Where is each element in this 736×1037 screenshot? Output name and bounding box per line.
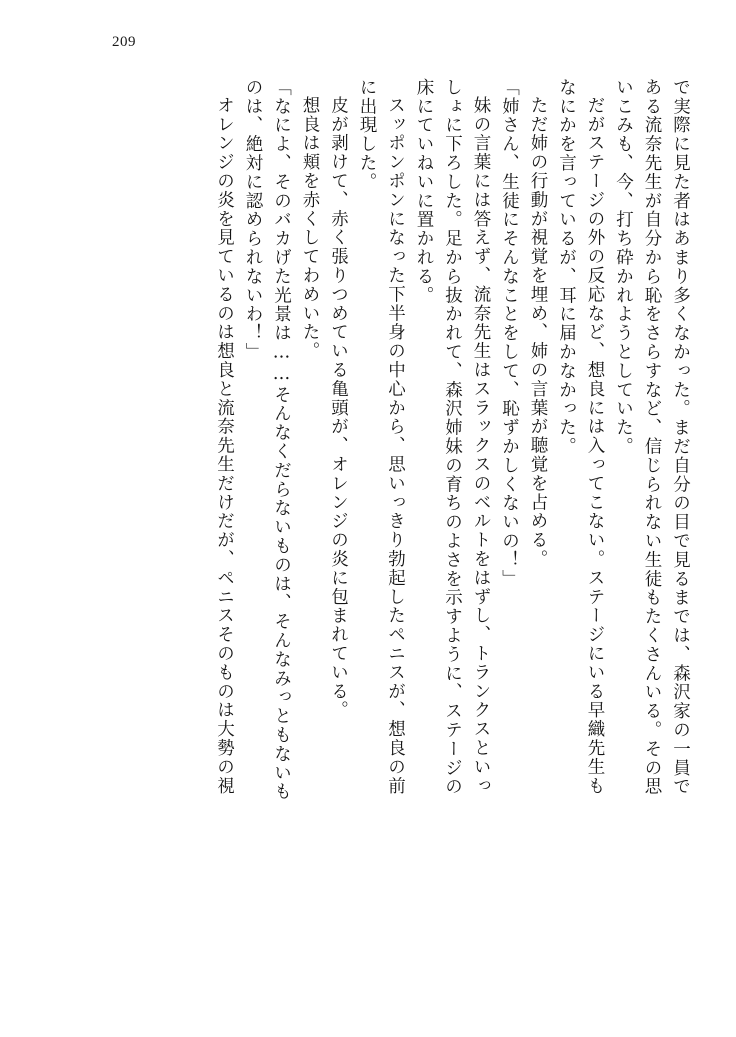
text-line: 「なによ、そのバカげた光景は……そんなくだらないものは、そんなみっともないも: [271, 78, 292, 802]
text-line: のは、絶対に認められないわ！」: [243, 78, 263, 362]
text-line: ただ姉の行動が視覚を埋め、姉の言葉が聴覚を占める。: [528, 96, 548, 569]
text-line: 「姉さん、生徒にそんなことをして、恥ずかしくないの！」: [499, 78, 520, 589]
text-line: ある流奈先生が自分から恥をさらすなど、信じられない生徒もたくさんいる。その思: [642, 78, 662, 797]
text-line: いこみも、今、打ち砕かれようとしていた。: [613, 78, 634, 456]
text-line: 床にていねいに置かれる。: [414, 78, 434, 305]
text-line: しょに下ろした。足から抜かれて、森沢姉妹の育ちのよさを示すように、ステージの: [442, 78, 463, 797]
vertical-text-body: [78, 78, 694, 958]
text-line: 妹の言葉には答えず、流奈先生はスラックスのベルトをはずし、トランクスといっ: [471, 96, 491, 796]
text-line: 想良は頬を赤くしてわめいた。: [300, 96, 320, 361]
text-line: に出現した。: [357, 78, 377, 192]
text-line: だがステージの外の反応など、想良には入ってこない。ステージにいる早織先生も: [585, 96, 605, 796]
text-line: なにかを言っているが、耳に届かなかった。: [556, 78, 577, 456]
page-number: 209: [112, 34, 136, 50]
text-line: オレンジの炎を見ているのは想良と流奈先生だけだが、ペニスそのものは大勢の視: [214, 96, 235, 796]
text-line: スッポンポンになった下半身の中心から、思いっきり勃起したペニスが、想良の前: [385, 96, 406, 796]
text-line: で実際に見た者はあまり多くなかった。まだ自分の目で見るまでは、森沢家の一員で: [670, 78, 691, 797]
text-line: 皮が剥けて、赤く張りつめている亀頭が、オレンジの炎に包まれている。: [328, 96, 349, 720]
